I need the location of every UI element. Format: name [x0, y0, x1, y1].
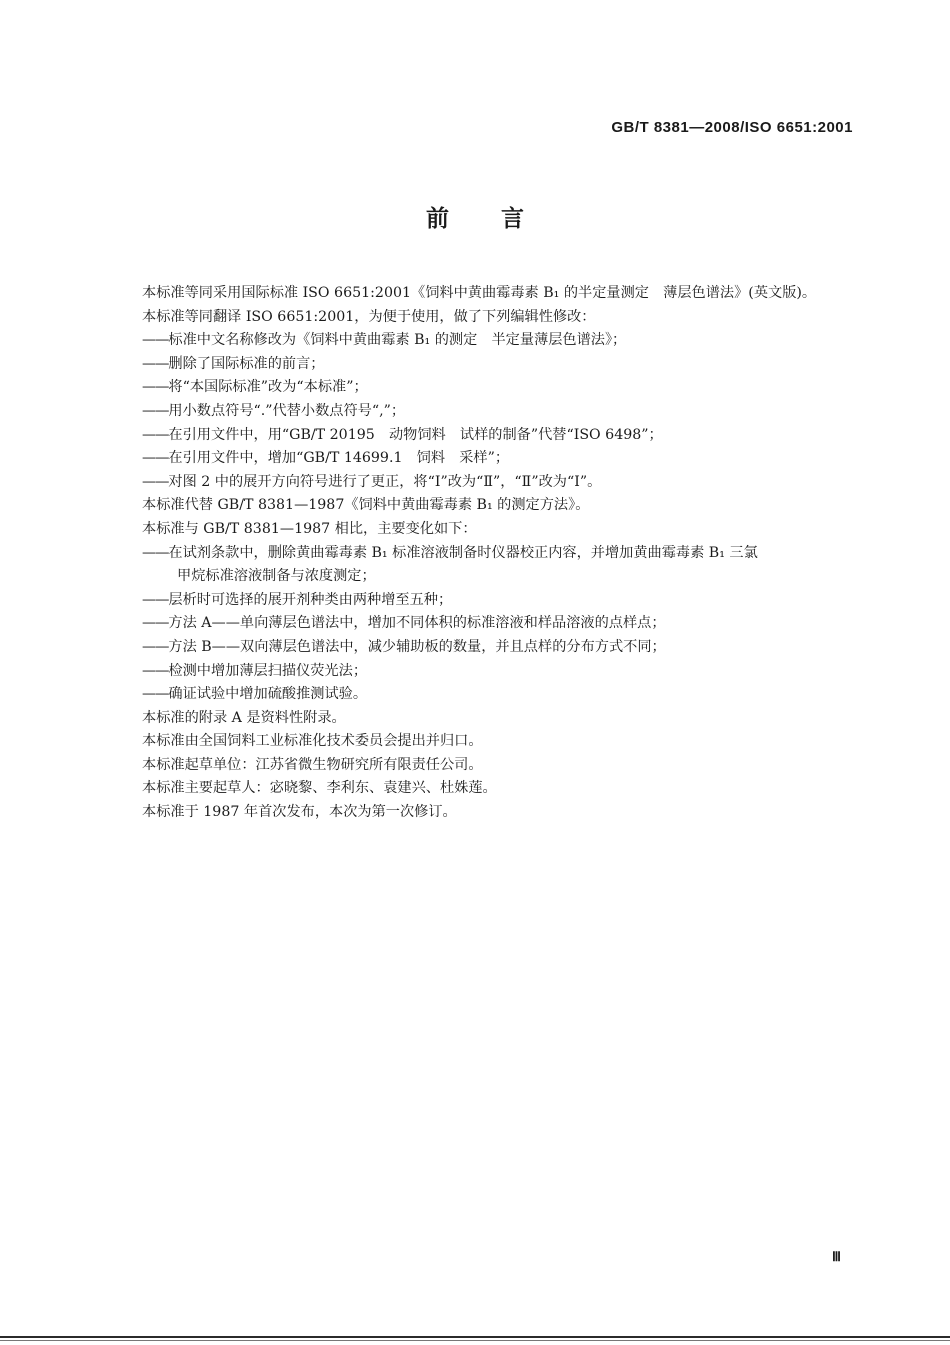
- paragraph: 本标准起草单位：江苏省微生物研究所有限责任公司。: [142, 756, 483, 773]
- list-item: [112, 589, 846, 613]
- list-item: [112, 660, 846, 684]
- paragraph: 本标准由全国饲料工业标准化技术委员会提出并归口。: [142, 733, 483, 750]
- foreword-body: [112, 282, 846, 825]
- list-item-text: 确证试验中增加硫酸推测试验。: [168, 686, 368, 703]
- list-item: [112, 636, 846, 660]
- list-item: [112, 612, 846, 636]
- list-item: [112, 683, 846, 707]
- list-item-text: 层析时可选择的展开剂种类由两种增至五种；: [168, 591, 453, 608]
- list-dash: ——: [142, 450, 169, 467]
- list-item-text: 在引用文件中，用“GB/T 20195 动物饲料 试样的制备”代替“ISO 6498”；: [168, 426, 663, 443]
- page-number: Ⅲ: [832, 1249, 841, 1264]
- list-dash: ——: [142, 638, 169, 655]
- list-item-continuation: 甲烷标准溶液制备与浓度测定；: [177, 568, 376, 585]
- list-dash: ——: [142, 402, 169, 419]
- list-dash: ——: [142, 662, 169, 679]
- list-item: [112, 447, 846, 471]
- list-item-text: 在试剂条款中，删除黄曲霉毒素 B₁ 标准溶液制备时仪器校正内容，并增加黄曲霉毒素 B₁ 三氯: [168, 544, 758, 561]
- list-dash: ——: [142, 615, 169, 632]
- list-item-text: 标准中文名称修改为《饲料中黄曲霉素 B₁ 的测定 半定量薄层色谱法》；: [168, 332, 627, 349]
- list-item-text: 方法 B——双向薄层色谱法中，减少辅助板的数量，并且点样的分布方式不同；: [168, 638, 666, 655]
- list-item: [112, 353, 846, 377]
- standard-number: GB/T 8381—2008/ISO 6651:2001: [611, 119, 853, 136]
- paragraph: 本标准等同采用国际标准 ISO 6651:2001《饲料中黄曲霉毒素 B₁ 的半定量测定 薄层色谱法》(英文版)。: [142, 285, 817, 301]
- list-item: [112, 400, 846, 424]
- paragraph: 本标准代替 GB/T 8381—1987《饲料中黄曲霉毒素 B₁ 的测定方法》。: [142, 497, 590, 514]
- list-item-text: 在引用文件中，增加“GB/T 14699.1 饲料 采样”；: [168, 450, 510, 467]
- list-dash: ——: [142, 544, 169, 561]
- list-dash: ——: [142, 332, 169, 349]
- paragraph: 本标准等同翻译 ISO 6651:2001，为便于使用，做了下列编辑性修改：: [142, 308, 596, 325]
- list-item-text: 用小数点符号“.”代替小数点符号“,”；: [168, 402, 406, 419]
- list-dash: ——: [142, 686, 169, 703]
- list-dash: ——: [142, 379, 169, 396]
- list-item-text: 将“本国际标准”改为“本标准”；: [168, 379, 368, 396]
- list-item: [112, 542, 846, 566]
- list-item: [112, 471, 846, 495]
- list-dash: ——: [142, 473, 169, 490]
- bottom-rule-thin: [0, 1340, 950, 1341]
- paragraph: 本标准与 GB/T 8381—1987 相比，主要变化如下：: [142, 520, 477, 537]
- list-item-text: 检测中增加薄层扫描仪荧光法；: [168, 662, 368, 679]
- page-title: 前言: [426, 206, 576, 232]
- list-item-text: 方法 A——单向薄层色谱法中，增加不同体积的标准溶液和样品溶液的点样点；: [168, 615, 666, 632]
- paragraph: 本标准于 1987 年首次发布，本次为第一次修订。: [142, 804, 457, 821]
- list-dash: ——: [142, 355, 169, 372]
- list-item: [112, 329, 846, 353]
- list-dash: ——: [142, 426, 169, 443]
- list-item: [112, 424, 846, 448]
- paragraph: 本标准的附录 A 是资料性附录。: [142, 709, 346, 726]
- paragraph: 本标准主要起草人：宓晓黎、李利东、袁建兴、杜姝莲。: [142, 780, 497, 797]
- list-item-text: 删除了国际标准的前言；: [168, 355, 325, 372]
- list-item: [112, 376, 846, 400]
- bottom-rule: [0, 1336, 950, 1338]
- list-item-text: 对图 2 中的展开方向符号进行了更正，将“Ⅰ”改为“Ⅱ”，“Ⅱ”改为“Ⅰ”。: [168, 473, 602, 490]
- list-dash: ——: [142, 591, 169, 608]
